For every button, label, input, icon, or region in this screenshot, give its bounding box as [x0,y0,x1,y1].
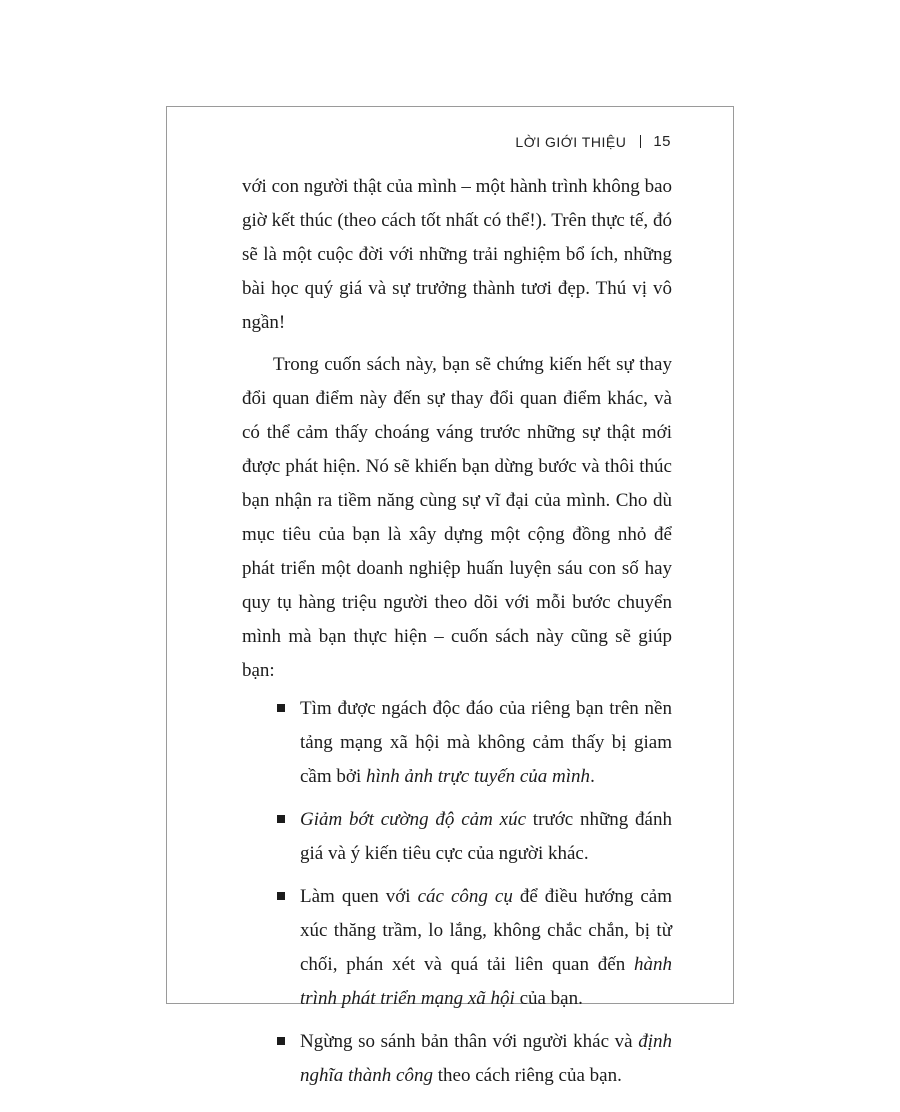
bullet-emphasis: hình ảnh trực tuyến của mình [365,766,591,787]
bullet-emphasis: các công cụ [417,886,513,907]
page-number: 15 [653,133,671,150]
body-text [242,170,672,1102]
bullet-text: Tìm được ngách độc đáo của riêng bạn trên nền tảng mạng xã hội mà không cảm thấy bị giam cầm bởi [300,698,672,787]
header-separator [640,135,641,148]
square-bullet-icon [277,815,285,823]
square-bullet-icon [277,1037,285,1045]
bullet-list [242,692,672,1093]
bullet-emphasis: Giảm bớt cường độ cảm xúc [300,809,527,830]
bullet-item [242,1025,672,1093]
paragraph-2: Trong cuốn sách này, bạn sẽ chứng kiến hết sự thay đổi quan điểm này đến sự thay đổi quan điểm khác, và có thể cảm thấy choáng váng trước những sự thật mới được phát hiện. Nó sẽ khiến bạn dừng bước và thôi thúc bạn nhận ra tiềm năng cùng sự vĩ đại của mình. Cho dù mục tiêu của bạn là xây dựng một cộng đồng nhỏ để phát triển một doanh nghiệp huấn luyện sáu con số hay quy tụ hàng triệu người theo dõi với mỗi bước chuyển mình mà bạn thực hiện – cuốn sách này cũng sẽ giúp bạn: [242,354,672,681]
bullet-text: Ngừng so sánh bản thân với người khác và [300,1031,639,1052]
square-bullet-icon [277,704,285,712]
bullet-text: trước những đánh giá và ý kiến tiêu cực của người khác. [300,809,672,864]
book-page [166,106,734,1086]
paragraph-1: với con người thật của mình – một hành trình không bao giờ kết thúc (theo cách tốt nhất có thể!). Trên thực tế, đó sẽ là một cuộc đời với những trải nghiệm bổ ích, những bài học quý giá và sự trưởng thành tươi đẹp. Thú vị vô ngần! [242,176,672,333]
running-header [515,133,671,150]
bullet-text: . [590,766,595,787]
bullet-emphasis: định nghĩa thành công [300,1031,672,1086]
bullet-text: để điều hướng cảm xúc thăng trầm, lo lắng, không chắc chắn, bị từ chối, phán xét và quá tải liên quan đến [300,886,672,975]
bullet-item [242,880,672,1016]
bullet-item [242,692,672,794]
bullet-text: Làm quen với [300,886,418,907]
square-bullet-icon [277,892,285,900]
section-title: LỜI GIỚI THIỆU [515,133,627,150]
bullet-item [242,803,672,871]
bullet-text: của bạn. [514,988,583,1009]
bullet-text: theo cách riêng của bạn. [433,1065,622,1086]
bullet-emphasis: hành trình phát triển mạng xã hội [300,954,672,1009]
